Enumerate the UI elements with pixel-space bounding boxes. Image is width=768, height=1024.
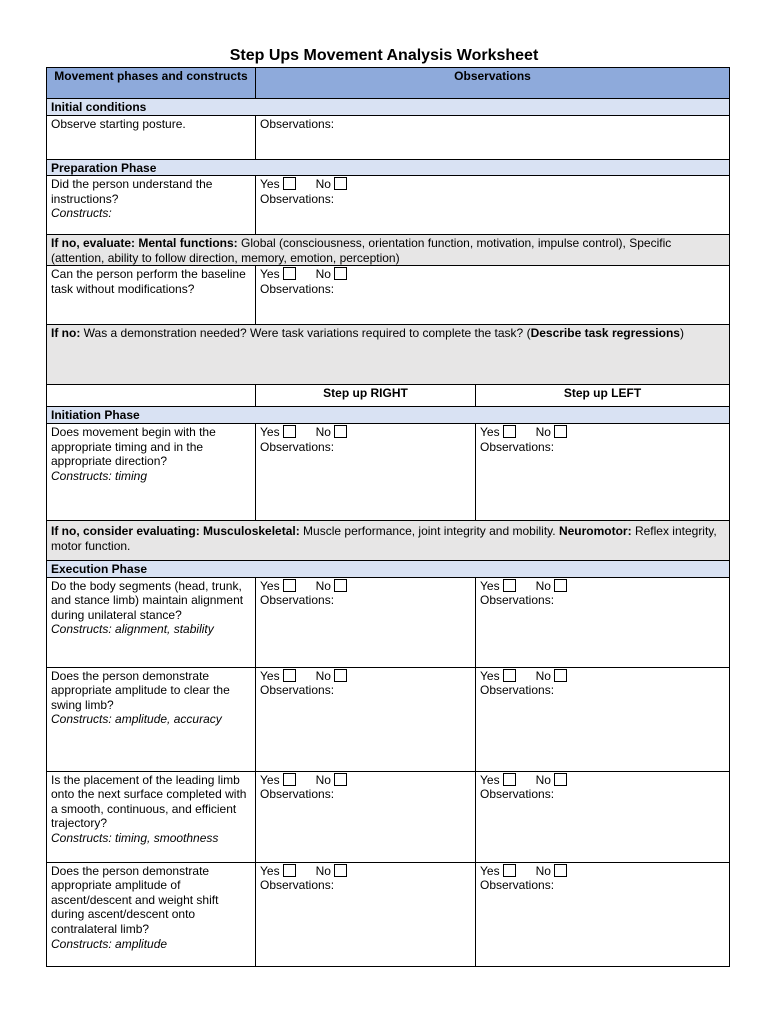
section-initiation	[47, 407, 730, 424]
row-question	[47, 771, 256, 862]
yes-label: Yes	[480, 424, 500, 439]
yes-label: Yes	[480, 772, 500, 787]
note-text: )	[679, 326, 684, 341]
constructs-text: Constructs: timing, smoothness	[51, 830, 219, 845]
observations-label: Observations:	[260, 191, 335, 206]
header-step-up-left: Step up LEFT	[476, 385, 730, 407]
row-question: Observe starting posture.	[47, 115, 256, 159]
no-checkbox[interactable]	[554, 864, 567, 877]
section-preparation	[47, 159, 730, 176]
note-text: Muscle performance, joint integrity and mobility.	[299, 523, 559, 538]
row-question	[47, 577, 256, 667]
header-step-up-right: Step up RIGHT	[256, 385, 476, 407]
header-observations: Observations	[256, 68, 730, 99]
constructs-text: Constructs: alignment, stability	[51, 622, 214, 637]
yes-label: Yes	[260, 177, 280, 192]
answer-cell-right	[256, 771, 476, 862]
yes-label: Yes	[260, 424, 280, 439]
table-row	[47, 266, 730, 325]
no-checkbox[interactable]	[554, 773, 567, 786]
table-row	[47, 577, 730, 667]
row-question	[47, 862, 256, 966]
answer-cell	[256, 266, 730, 325]
table-row	[47, 862, 730, 966]
no-label: No	[535, 668, 551, 683]
no-checkbox[interactable]	[334, 579, 347, 592]
question-text: Does movement begin with the appropriate timing and in the appropriate direction?	[51, 424, 216, 469]
worksheet-title: Step Ups Movement Analysis Worksheet	[229, 47, 539, 64]
note-bold: If no:	[51, 326, 81, 341]
constructs-text: Constructs: timing	[51, 468, 148, 483]
yes-checkbox[interactable]	[283, 579, 296, 592]
observations-label: Observations:	[260, 787, 335, 802]
answer-cell	[256, 176, 730, 235]
row-question	[47, 176, 256, 235]
question-text: Do the body segments (head, trunk, and stance limb) maintain alignment during unilateral stance?	[51, 578, 244, 622]
note-cell	[47, 235, 730, 266]
yes-checkbox[interactable]	[503, 669, 516, 682]
note-bold: Describe task regressions	[530, 326, 680, 341]
answer-cell-left	[476, 577, 730, 667]
no-label: No	[535, 863, 551, 878]
observations-label: Observations:	[260, 281, 335, 296]
note-row	[47, 235, 730, 266]
observations-label: Observations:	[260, 683, 335, 698]
section-initial-conditions	[47, 99, 730, 116]
observations-label: Observations:	[260, 439, 335, 454]
yes-checkbox[interactable]	[283, 425, 296, 438]
note-cell	[47, 325, 730, 385]
question-text: Does the person demonstrate appropriate amplitude to clear the swing limb?	[51, 668, 230, 712]
question-text: Does the person demonstrate appropriate amplitude of ascent/descent and weight shift during ascent/descent onto contralateral limb?	[51, 863, 219, 936]
table-row	[47, 667, 730, 771]
yes-label: Yes	[260, 772, 280, 787]
section-heading: Initiation Phase	[47, 407, 730, 424]
no-checkbox[interactable]	[334, 864, 347, 877]
section-heading: Preparation Phase	[47, 159, 730, 176]
question-text: Did the person understand the instructions?	[51, 177, 213, 206]
table-header-row	[47, 68, 730, 99]
note-cell	[47, 520, 730, 560]
row-question	[47, 667, 256, 771]
answer-cell-right	[256, 423, 476, 520]
yes-checkbox[interactable]	[503, 773, 516, 786]
yes-label: Yes	[480, 863, 500, 878]
yes-checkbox[interactable]	[503, 425, 516, 438]
constructs-text: Constructs: amplitude	[51, 936, 168, 951]
side-header-row	[47, 385, 730, 407]
section-execution	[47, 560, 730, 577]
worksheet-table	[46, 67, 730, 967]
no-label: No	[315, 668, 331, 683]
no-checkbox[interactable]	[334, 267, 347, 280]
note-row	[47, 520, 730, 560]
no-checkbox[interactable]	[334, 177, 347, 190]
no-label: No	[535, 772, 551, 787]
answer-cell-left	[476, 862, 730, 966]
table-row	[47, 115, 730, 159]
question-text: Is the placement of the leading limb onto the next surface completed with a smooth, continuous, and efficient trajectory?	[51, 772, 247, 831]
no-label: No	[315, 772, 331, 787]
yes-label: Yes	[260, 668, 280, 683]
row-question: Can the person perform the baseline task without modifications?	[47, 266, 256, 325]
constructs-text: Constructs:	[51, 206, 112, 221]
table-row	[47, 176, 730, 235]
observations-label: Observations:	[260, 593, 335, 608]
yes-checkbox[interactable]	[283, 669, 296, 682]
observations-label: Observations:	[260, 878, 335, 893]
yes-label: Yes	[260, 863, 280, 878]
yes-label: Yes	[260, 578, 280, 593]
observations-label: Observations:	[480, 683, 555, 698]
observations-field[interactable]	[256, 115, 730, 159]
constructs-text: Constructs: amplitude, accuracy	[51, 712, 222, 727]
note-bold: If no, evaluate: Mental functions:	[51, 236, 238, 251]
answer-cell-left	[476, 771, 730, 862]
yes-label: Yes	[480, 668, 500, 683]
answer-cell-left	[476, 423, 730, 520]
answer-cell-right	[256, 862, 476, 966]
note-text: Global (consciousness, orientation function, motivation, impulse control), Specific (attention, ability to follow direction, memory, emotion, perception)	[51, 236, 672, 265]
no-label: No	[535, 424, 551, 439]
observations-label: Observations:	[260, 116, 335, 131]
yes-checkbox[interactable]	[283, 177, 296, 190]
yes-label: Yes	[260, 267, 280, 282]
table-row	[47, 423, 730, 520]
yes-checkbox[interactable]	[283, 864, 296, 877]
blank-cell	[47, 385, 256, 407]
section-heading: Execution Phase	[47, 560, 730, 577]
no-checkbox[interactable]	[554, 579, 567, 592]
no-checkbox[interactable]	[334, 773, 347, 786]
yes-checkbox[interactable]	[503, 864, 516, 877]
observations-label: Observations:	[480, 593, 555, 608]
note-bold: If no, consider evaluating: Musculoskeletal:	[51, 523, 300, 538]
note-bold: Neuromotor:	[558, 523, 632, 538]
no-label: No	[535, 578, 551, 593]
no-checkbox[interactable]	[554, 425, 567, 438]
no-checkbox[interactable]	[554, 669, 567, 682]
header-phases: Movement phases and constructs	[47, 68, 256, 99]
section-heading: Initial conditions	[47, 99, 730, 116]
no-checkbox[interactable]	[334, 669, 347, 682]
note-text: Reflex integrity, motor function.	[51, 523, 717, 553]
row-question	[47, 423, 256, 520]
no-label: No	[315, 177, 331, 192]
yes-checkbox[interactable]	[283, 267, 296, 280]
observations-label: Observations:	[480, 787, 555, 802]
observations-label: Observations:	[480, 439, 555, 454]
observations-label: Observations:	[480, 878, 555, 893]
no-label: No	[315, 578, 331, 593]
answer-cell-left	[476, 667, 730, 771]
no-label: No	[315, 424, 331, 439]
note-row	[47, 325, 730, 385]
note-text: Was a demonstration needed? Were task variations required to complete the task? (	[80, 326, 531, 341]
answer-cell-right	[256, 577, 476, 667]
yes-checkbox[interactable]	[503, 579, 516, 592]
no-checkbox[interactable]	[334, 425, 347, 438]
table-row	[47, 771, 730, 862]
yes-checkbox[interactable]	[283, 773, 296, 786]
no-label: No	[315, 863, 331, 878]
no-label: No	[315, 267, 331, 282]
yes-label: Yes	[480, 578, 500, 593]
answer-cell-right	[256, 667, 476, 771]
